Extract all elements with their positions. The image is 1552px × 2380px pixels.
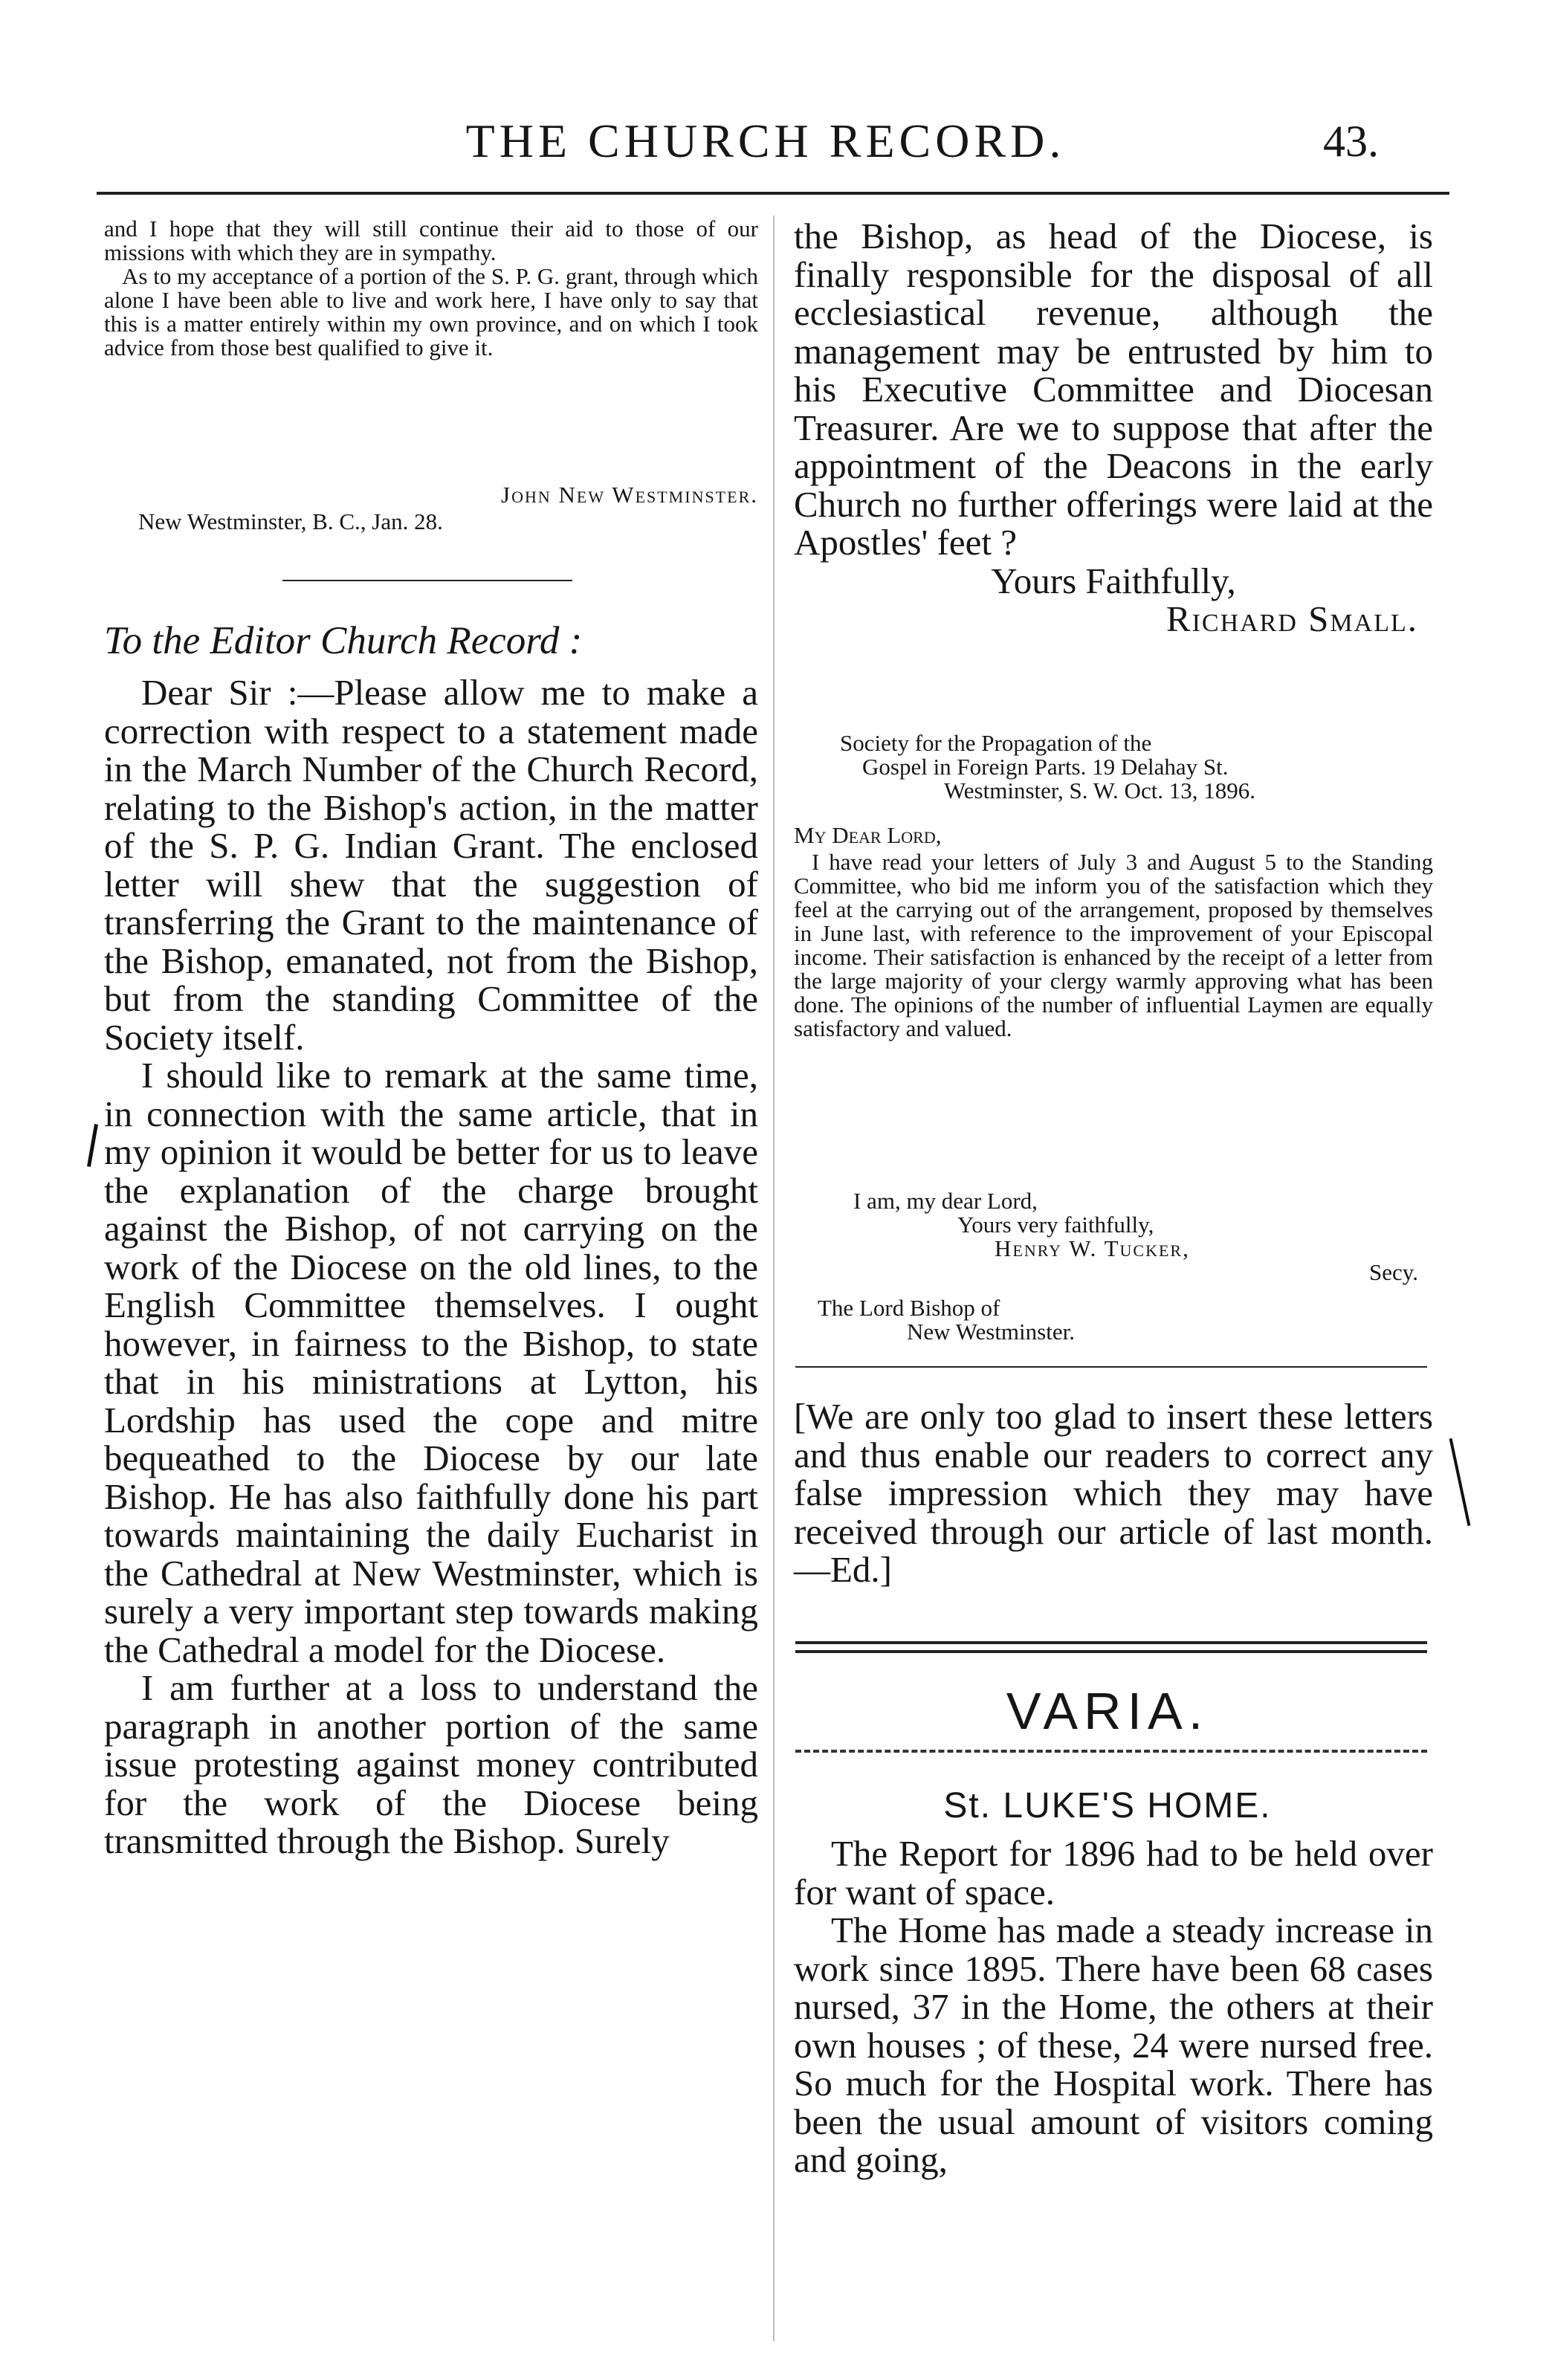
column-divider bbox=[773, 216, 775, 2341]
editor-note bbox=[794, 1397, 1433, 1589]
page-number: 43. bbox=[1323, 117, 1379, 166]
page-header-title: THE CHURCH RECORD. bbox=[465, 114, 1066, 167]
signature-line: Richard Small. bbox=[1165, 598, 1418, 639]
letter2-paragraph: I should like to remark at the same time, in connection with the same article, that in my opinion it would be better for us to leave the explanation of the charge brought against the Bishop, of not carrying on the work of the Diocese on the old lines, to the English Committee themselves. I ought however, in fairness to the Bishop, to state that in his ministrations at Lytton, his Lordship has used the cope and mitre bequeathed to the Diocese by our late Bishop. He has also faithfully done his part towards maintaining the daily Eucharist in the Cathedral at New Westminster, which is surely a very important step towards making the Cathedral a model for the Diocese. bbox=[104, 1055, 758, 1670]
addressee-line: The Lord Bishop of bbox=[818, 1295, 1000, 1321]
closing-line: Henry W. Tucker, bbox=[995, 1235, 1190, 1261]
home-paragraph: The Report for 1896 had to be held over for want of space. bbox=[794, 1833, 1433, 1912]
letter1-place-date: New Westminster, B. C., Jan. 28. bbox=[138, 508, 443, 534]
editor-note-text: [We are only too glad to insert these letters and thus enable our readers to correct any false impression which they may have received through our article of last month. —Ed.] bbox=[794, 1396, 1433, 1590]
closing-line: Yours Faithfully, bbox=[991, 560, 1236, 601]
addressee bbox=[818, 1296, 1412, 1344]
home-paragraph: The Home has made a steady increase in work since 1895. There have been 68 cases nursed, 37 in the Home, the others at their own houses ; of these, 24 were nursed free. So much for the Hospital work. There has been the usual amount of visitors coming and going, bbox=[794, 1910, 1433, 2180]
continuation-paragraph: the Bishop, as head of the Diocese, is finally responsible for the disposal of all ecclesiastical revenue, although the management may be entrusted by him to his Executive Committee and Diocesan Treasurer. Are we to suppose that after the appointment of the Deacons in the early Church no further offerings were laid at the Apostles' feet ? bbox=[794, 216, 1433, 563]
society-address bbox=[840, 731, 1435, 803]
letter2-continuation bbox=[794, 217, 1433, 638]
margin-mark bbox=[1449, 1438, 1471, 1526]
address-line: Westminster, S. W. Oct. 13, 1896. bbox=[944, 777, 1256, 803]
margin-mark bbox=[87, 1124, 98, 1167]
tucker-letter-body bbox=[794, 850, 1433, 1041]
section-rule bbox=[795, 1650, 1427, 1653]
closing-line: Yours very faithfully, bbox=[957, 1212, 1154, 1238]
letter1-paragraph: and I hope that they will still continue their aid to those of our missions with which they are in sympathy. bbox=[104, 216, 758, 265]
separator-rule bbox=[795, 1366, 1427, 1368]
address-line: Gospel in Foreign Parts. 19 Delahay St. bbox=[862, 754, 1229, 780]
closing-line: Secy. bbox=[1369, 1259, 1418, 1285]
letter2-body bbox=[104, 673, 758, 1860]
closing-line: I am, my dear Lord, bbox=[853, 1188, 1038, 1214]
tucker-closing bbox=[794, 1189, 1433, 1284]
letter2-paragraph: I am further at a loss to understand the paragraph in another portion of the same issue protesting against money contributed for the work of the Diocese being transmitted through the Bishop. Surely bbox=[104, 1667, 758, 1861]
separator-rule bbox=[282, 580, 572, 581]
home-report-body bbox=[794, 1834, 1433, 2179]
letter1-paragraph: As to my acceptance of a portion of the S. P. G. grant, through which alone I have been able to live and work here, I have only to say that this is a matter entirely within my own province, and on which I took advice from those best qualified to give it. bbox=[104, 263, 758, 360]
section-rule bbox=[795, 1641, 1427, 1644]
subsection-title: St. LUKE'S HOME. bbox=[943, 1786, 1272, 1826]
letter1-body bbox=[104, 217, 758, 360]
salutation: My Dear Lord, bbox=[794, 822, 942, 848]
addressee-line: New Westminster. bbox=[907, 1319, 1075, 1345]
letter2-paragraph: Dear Sir :—Please allow me to make a correction with respect to a statement made in the March Number of the Church Record, relating to the Bishop's action, in the matter of the S. P. G. Indian Grant. The enclosed letter will shew that the suggestion of transferring the Grant to the maintenance of the Bishop, emanated, not from the Bishop, but from the standing Committee of the Society itself. bbox=[104, 672, 758, 1058]
letter1-signature: John New Westminster. bbox=[501, 482, 758, 508]
address-line: Society for the Propagation of the bbox=[840, 730, 1152, 756]
section-title: VARIA. bbox=[1006, 1682, 1209, 1740]
letter2-heading: To the Editor Church Record : bbox=[104, 619, 583, 662]
header-rule bbox=[97, 192, 1449, 195]
tucker-letter-paragraph: I have read your letters of July 3 and August 5 to the Standing Committee, who bid me inform you of the satisfaction which they feel at the carrying out of the arrangement, proposed by themselves in June last, with reference to the improvement of your Episcopal income. Their satisfaction is enhanced by the receipt of a letter from the large majority of your clergy warmly approving what has been done. The opinions of the number of influential Laymen are equally satisfactory and valued. bbox=[794, 849, 1433, 1041]
section-rule bbox=[795, 1750, 1427, 1753]
